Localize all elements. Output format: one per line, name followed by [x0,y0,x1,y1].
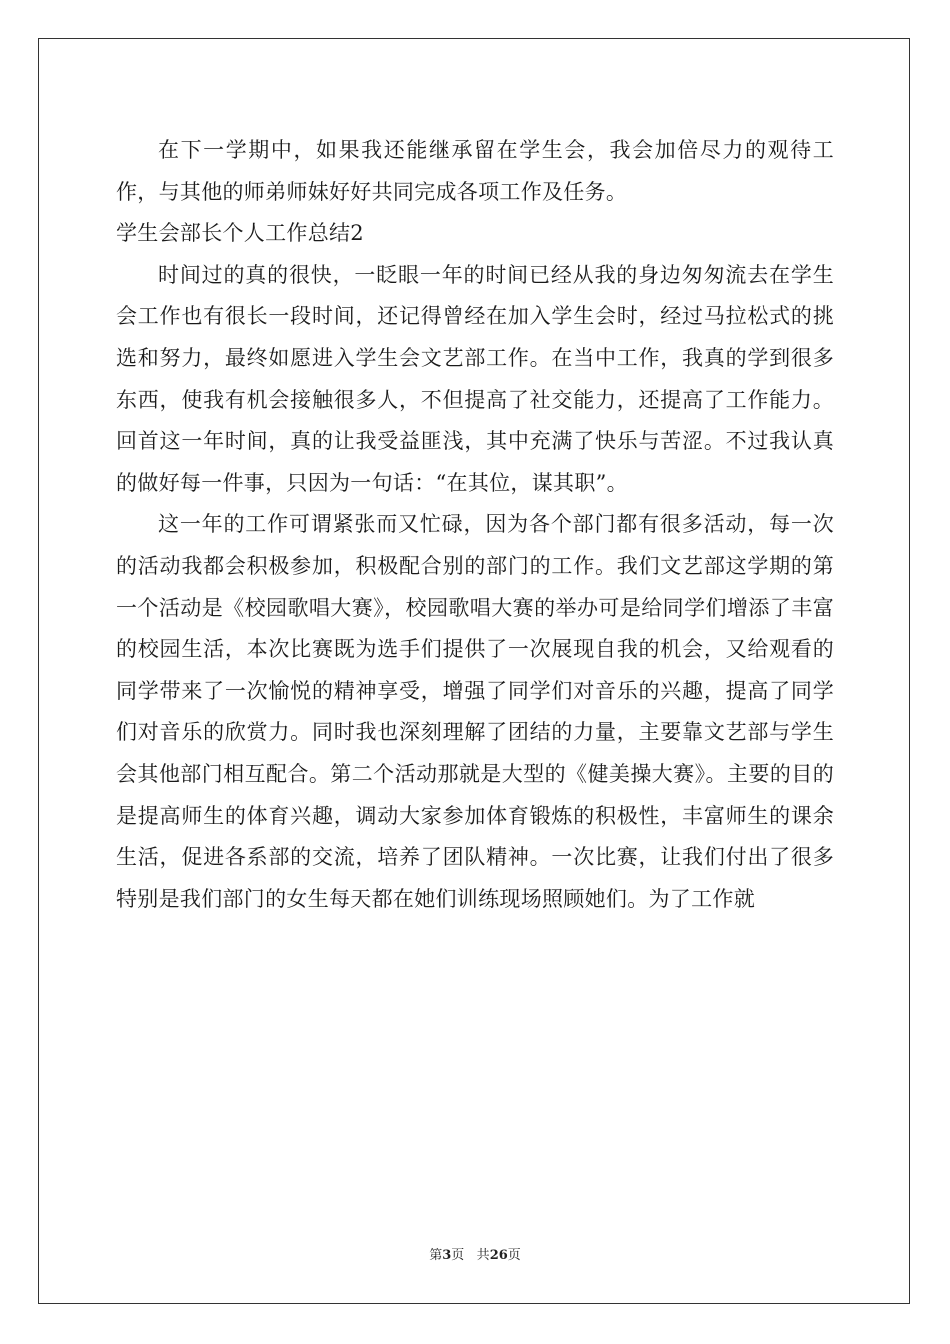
total-pages-number: 26 [489,1248,508,1263]
footer-total-unit: 页 [507,1248,521,1263]
paragraph-1: 在下一学期中，如果我还能继承留在学生会，我会加倍尽力的观待工作，与其他的师弟师妹好好共同完成各项工作及任务。 [116,138,834,204]
section-heading: 学生会部长个人工作总结2 [116,221,364,246]
current-page-number: 3 [442,1248,452,1263]
footer-total-prefix: 共 [476,1248,490,1263]
page-footer [0,1247,950,1265]
paragraph-2: 时间过的真的很快，一眨眼一年的时间已经从我的身边匆匆流去在学生会工作也有很长一段时间，还记得曾经在加入学生会时，经过马拉松式的挑选和努力，最终如愿进入学生会文艺部工作。在当中工作，我真的学到很多东西，使我有机会接触很多人，不但提高了社交能力，还提高了工作能力。回首这一年时间，真的让我受益匪浅，其中充满了快乐与苦涩。不过我认真的做好每一件事，只因为一句话：“在其位，谋其职”。 [116,262,834,495]
footer-prefix: 第 [429,1248,443,1263]
paragraph-3: 这一年的工作可谓紧张而又忙碌，因为各个部门都有很多活动，每一次的活动我都会积极参加，积极配合别的部门的工作。我们文艺部这学期的第一个活动是《校园歌唱大赛》，校园歌唱大赛的举办可是给同学们增添了丰富的校园生活，本次比赛既为选手们提供了一次展现自我的机会，又给观看的同学带来了一次愉悦的精神享受，增强了同学们对音乐的兴趣，提高了同学们对音乐的欣赏力。同时我也深刻理解了团结的力量，主要靠文艺部与学生会其他部门相互配合。第二个活动那就是大型的《健美操大赛》。主要的目的是提高师生的体育兴趣，调动大家参加体育锻炼的积极性，丰富师生的课余生活，促进各系部的交流，培养了团队精神。一次比赛，让我们付出了很多特别是我们部门的女生每天都在她们训练现场照顾她们。为了工作就 [116,512,834,911]
footer-page-unit: 页 [451,1248,465,1263]
document-body [116,130,834,920]
